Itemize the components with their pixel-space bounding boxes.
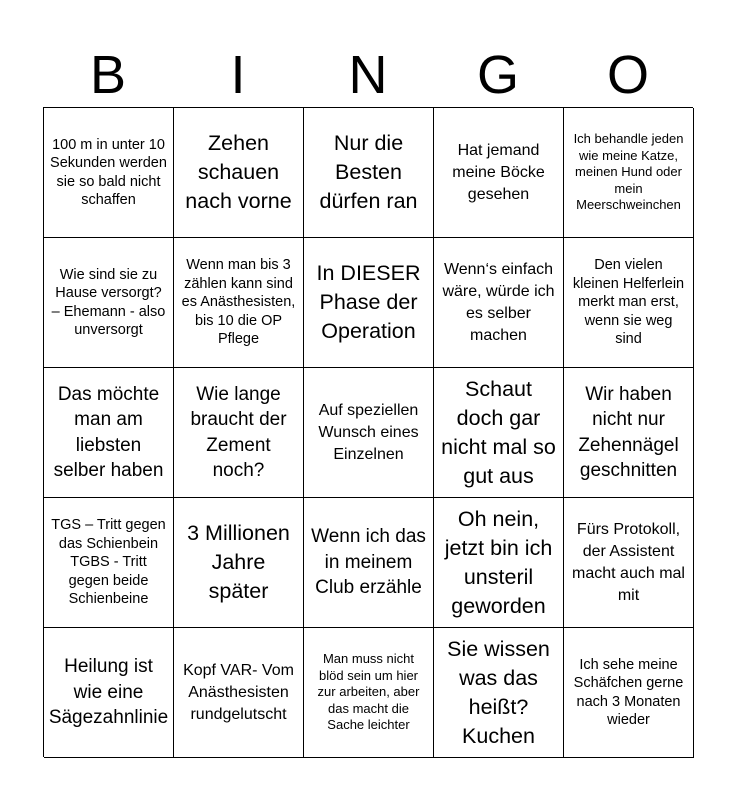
- bingo-cell-text: Wir haben nicht nur Zehennägel geschnitten: [578, 383, 679, 481]
- bingo-cell-text: Ich sehe meine Schäfchen gerne nach 3 Monaten wieder: [573, 656, 684, 728]
- bingo-cell-text: 100 m in unter 10 Sekunden werden sie so bald nicht schaffen: [50, 136, 167, 208]
- bingo-cell-text: Den vielen kleinen Helferlein merkt man erst, wenn sie weg sind: [572, 257, 685, 348]
- bingo-cell-r1-c2[interactable]: [174, 108, 304, 238]
- bingo-card-grid: [43, 107, 693, 757]
- bingo-header: [43, 45, 693, 105]
- bingo-cell-r4-c2[interactable]: [174, 498, 304, 628]
- bingo-cell-r5-c1[interactable]: [44, 628, 174, 758]
- bingo-cell-r3-c5[interactable]: [564, 368, 694, 498]
- bingo-cell-text: Wie lange braucht der Zement noch?: [190, 383, 287, 481]
- bingo-cell-r4-c4[interactable]: [434, 498, 564, 628]
- bingo-cell-r1-c3[interactable]: [304, 108, 434, 238]
- bingo-cell-text: Hat jemand meine Böcke gesehen: [452, 141, 545, 203]
- bingo-cell-text: Sie wissen was das heißt? Kuchen: [447, 636, 550, 748]
- bingo-cell-r3-c4[interactable]: [434, 368, 564, 498]
- bingo-cell-text: 3 Millionen Jahre später: [187, 521, 290, 603]
- bingo-cell-r3-c1[interactable]: [44, 368, 174, 498]
- bingo-cell-r4-c1[interactable]: [44, 498, 174, 628]
- bingo-cell-text: Auf speziellen Wunsch eines Einzelnen: [318, 401, 419, 463]
- bingo-cell-r4-c5[interactable]: [564, 498, 694, 628]
- bingo-cell-text: Oh nein, jetzt bin ich unsteril geworden: [444, 506, 553, 618]
- bingo-cell-text: Fürs Protokoll, der Assistent macht auch mal mit: [572, 520, 685, 604]
- bingo-cell-text: Wenn ich das in meinem Club erzähle: [311, 526, 426, 599]
- bingo-cell-r2-c1[interactable]: [44, 238, 174, 368]
- bingo-cell-r4-c3[interactable]: [304, 498, 434, 628]
- bingo-cell-r1-c5[interactable]: [564, 108, 694, 238]
- header-letter-o: O: [606, 45, 649, 105]
- bingo-cell-text: Kopf VAR- Vom Anästhesisten rundgelutscht: [183, 661, 294, 723]
- bingo-cell-text: Wie sind sie zu Hause versorgt? – Ehemann - also unversorgt: [51, 266, 166, 338]
- bingo-cell-r3-c3[interactable]: [304, 368, 434, 498]
- header-letter-i: I: [230, 45, 246, 105]
- bingo-cell-text: TGS – Tritt gegen das Schienbein TGBS - Tritt gegen beide Schienbeine: [51, 517, 166, 608]
- bingo-cell-r5-c5[interactable]: [564, 628, 694, 758]
- bingo-cell-r1-c1[interactable]: [44, 108, 174, 238]
- bingo-cell-text: Zehen schauen nach vorne: [185, 131, 292, 213]
- bingo-cell-text: Man muss nicht blöd sein um hier zur arbeiten, aber das macht die Sache leichter: [317, 651, 420, 733]
- bingo-cell-r3-c2[interactable]: [174, 368, 304, 498]
- bingo-cell-text: Wenn‘s einfach wäre, würde ich es selber machen: [442, 260, 555, 344]
- bingo-cell-text: Ich behandle jeden wie meine Katze, meinen Hund oder mein Meerschweinchen: [573, 131, 684, 213]
- header-letter-g: G: [476, 45, 519, 105]
- bingo-cell-r2-c3[interactable]: [304, 238, 434, 368]
- bingo-cell-text: Wenn man bis 3 zählen kann sind es Anästhesisten, bis 10 die OP Pflege: [181, 257, 296, 348]
- bingo-cell-text: Schaut doch gar nicht mal so gut aus: [441, 376, 556, 488]
- bingo-cell-r2-c2[interactable]: [174, 238, 304, 368]
- bingo-cell-r5-c4[interactable]: [434, 628, 564, 758]
- bingo-cell-text: Heilung ist wie eine Sägezahnlinie: [48, 656, 169, 729]
- bingo-cell-text: Nur die Besten dürfen ran: [319, 131, 418, 213]
- bingo-cell-text: Das möchte man am liebsten selber haben: [53, 383, 164, 481]
- bingo-cell-r1-c4[interactable]: [434, 108, 564, 238]
- bingo-cell-r5-c2[interactable]: [174, 628, 304, 758]
- bingo-cell-r5-c3[interactable]: [304, 628, 434, 758]
- bingo-cell-r2-c5[interactable]: [564, 238, 694, 368]
- header-letter-b: B: [89, 45, 127, 105]
- header-letter-n: N: [348, 45, 388, 105]
- bingo-cell-r2-c4[interactable]: [434, 238, 564, 368]
- bingo-cell-text: In DIESER Phase der Operation: [316, 261, 421, 343]
